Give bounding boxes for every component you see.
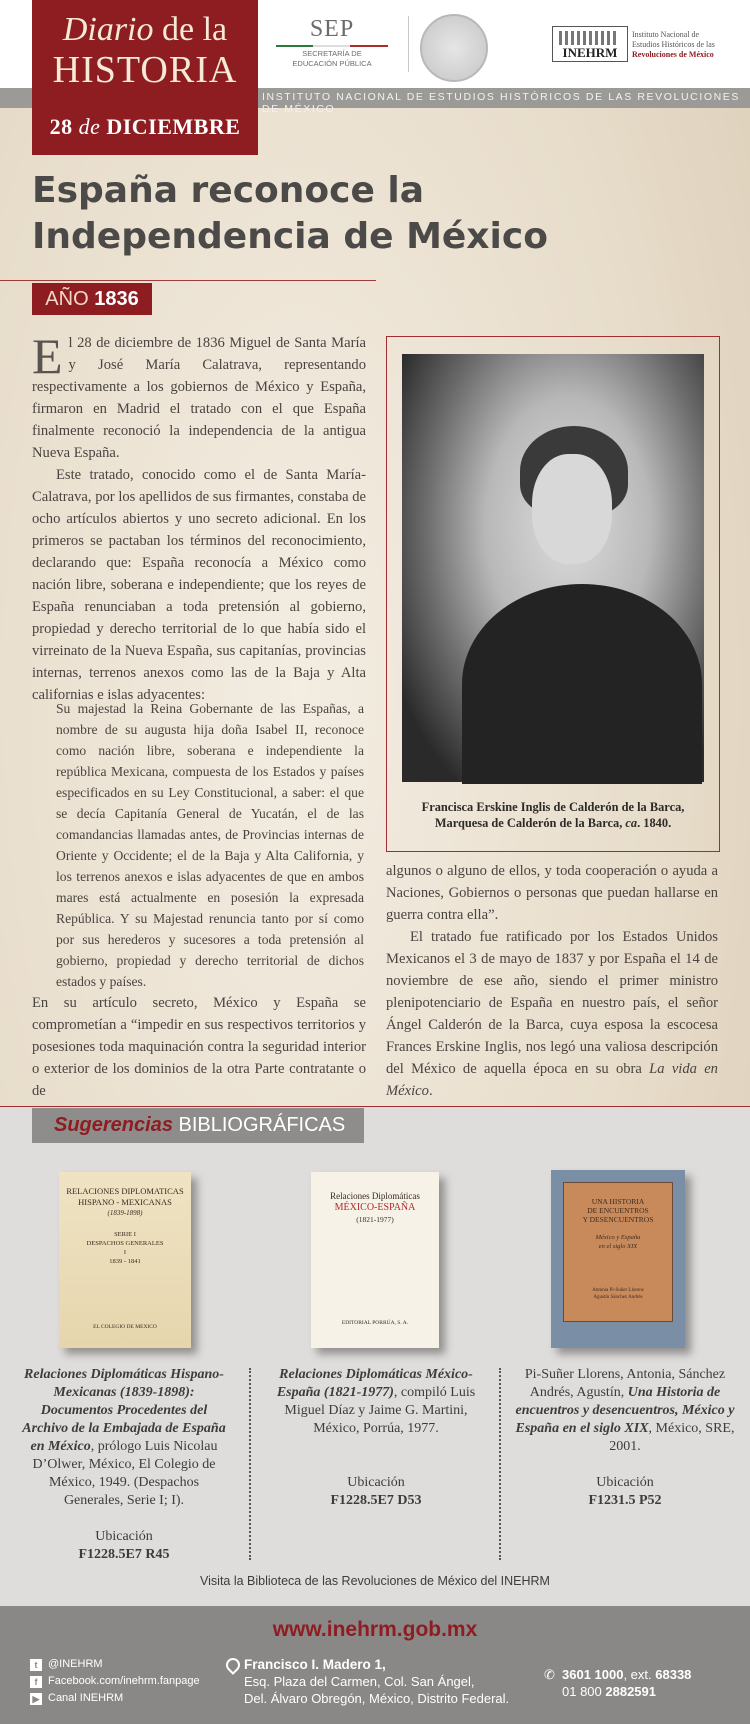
book1-cover-2: HISPANO - MEXICANAS [78,1197,172,1207]
year-badge [32,283,152,315]
book3-details: , México, SRE, 2001. [609,1421,735,1454]
book3-cover-1: UNA HISTORIA [591,1197,645,1206]
address [244,1656,509,1707]
book3-cover-3: Y DESENCUENTROS [582,1215,654,1224]
year-value: 1836 [94,288,139,310]
logo-divider [408,16,409,72]
youtube-channel: Canal INEHRM [48,1692,124,1704]
heading-bibliograficas: BIBLIOGRÁFICAS [172,1114,346,1136]
masthead-diario: Diario [62,11,154,48]
phone-ext-label: , ext. [623,1667,656,1682]
phone-2: 2882591 [605,1684,656,1699]
caption-2c: . 1840. [637,816,672,830]
footer [0,1606,750,1724]
inehrm-text-2: Estudios Históricos de las [632,40,715,49]
twitter-link[interactable] [30,1656,200,1673]
portrait-caption [402,799,704,831]
inehrm-logo [552,26,715,62]
treaty-quote: Su majestad la Reina Gobernante de las Españas, a nombre de su augusta hija doña Isabel II, reconoce como nación libre, soberana e independiente la república Mexicana, compuesta de los Estados y países especificados en su Ley Constitucional, a saber: el que se decía Capitanía General de Yucatán, el de las comandancias llamadas antes, de Provincias internas de Oriente y Occidente; el de la Baja y Alta California, y los terrenos anexos e islas adyacentes de que en ambos mares está actualmente en posesión la expresada República. Y su Majestad renuncia tanto por sí como por sus herederos y sucesores a toda pretensión al gobierno, propiedad y derecho territorial de dichos estados y países. [56,701,364,989]
book2-location-label: Ubicación [347,1475,405,1490]
phone-ext: 68338 [655,1667,692,1682]
inehrm-logo-text [632,30,742,60]
address-line-3: Del. Álvaro Obregón, México, Distrito Federal. [244,1691,510,1706]
caption-line-1: Francisca Erskine Inglis de Calderón de la Barca, [421,800,685,814]
sep-color-line [276,45,388,47]
inehrm-logo-mark: INEHRM [552,26,628,62]
book2-cover-4: EDITORIAL PORRÚA, S. A. [341,1320,409,1326]
book1-cover-3: (1839-1898) [107,1209,143,1217]
book-cover-3 [551,1170,685,1348]
book3-cover-panel [563,1182,673,1322]
portrait-frame [386,336,720,852]
book2-details: , compiló Luis Miguel Díaz y Jaime G. Martini, México, Porrúa, 1977. [284,1385,476,1436]
book2-cover-1: Relaciones Diplomáticas [330,1191,420,1201]
facebook-icon: f [30,1676,42,1688]
right-column [386,860,718,1102]
book3-location-code: F1231.5 P52 [588,1493,662,1508]
youtube-link[interactable] [30,1690,200,1707]
phone-numbers [544,1666,692,1700]
social-links [30,1656,200,1707]
paragraph-3: En su artículo secreto, México y España se comprometían a “impedir en sus respectivos territorios y posesiones toda maquinación contra la seguridad interior o exterior de los dominios de la otra Parte contratante o de [32,995,366,1099]
book1-reference [20,1366,228,1510]
sep-title: SEP [309,16,355,42]
book1-cover-title [59,1186,191,1219]
article-title: España reconoce la Independencia de México [32,170,548,257]
national-seal-icon [420,14,488,82]
left-column [32,328,366,706]
book3-location [512,1474,738,1510]
book-cover-2 [311,1172,439,1348]
website-link[interactable]: www.inehrm.gob.mx [272,1618,478,1641]
inehrm-text-1: Instituto Nacional de [632,30,700,39]
paragraph-1-text: l 28 de diciembre de 1836 Miguel de Santa María y José María Calatrava, representando respectivamente a los gobiernos de México y España, firmaron en Madrid el tratado con el que España finalmente reconoció la independencia de la antigua Nueva España. [32,335,366,461]
sep-subtitle-1: SECRETARÍA DE [302,49,362,58]
book3-reference [512,1366,738,1456]
book2-location-code: F1228.5E7 D53 [330,1493,422,1508]
paragraph-5 [386,926,718,1102]
book1-cover-1: RELACIONES DIPLOMATICAS [66,1186,184,1196]
portrait-face [532,454,612,564]
divider-dotted-2 [499,1368,501,1560]
masthead [32,0,258,155]
book-cover-1 [59,1172,191,1348]
facebook-url: Facebook.com/inehrm.fanpage [48,1675,200,1687]
title-rule [0,280,376,281]
book3-cover-authors [564,1287,672,1301]
address-line-1: Francisco I. Madero 1, [244,1657,386,1672]
masthead-date [32,114,258,140]
book2-cover-3: (1821-1977) [356,1215,394,1224]
book1-cover-5: DESPACHOS GENERALES [86,1240,164,1247]
masthead-line1 [32,12,258,48]
phone-2-prefix: 01 800 [562,1684,606,1699]
book3-cover-title [564,1197,672,1224]
book1-cover-8: EL COLEGIO DE MEXICO [93,1324,157,1330]
dropcap: E [32,328,63,384]
book3-cover-4: México y España [595,1234,641,1241]
facebook-link[interactable] [30,1673,200,1690]
twitter-icon: t [30,1659,42,1671]
book2-title: Relaciones Diplomáticas México-España (1821-1977) [276,1367,473,1400]
book1-cover-series [59,1230,191,1266]
book1-title: Relaciones Diplomáticas Hispano-Mexicanas (1839-1898): Documentos Procedentes del Archivo de la Embajada de España en México [22,1367,226,1454]
paragraph-2: Este tratado, conocido como el de Santa María-Calatrava, por los apellidos de sus firmantes, constaba de ocho artículos abiertos y uno secreto adicional. En los primeros se pactaban los términos del reconocimiento, declarando que: España reconocía a México como nación libre, soberana e independiente; que los reyes de España renunciaban a toda pretensión al gobierno, propiedad y derecho territorial de lo que había sido el virreinato de la Nueva España, sus capitanías, provincias internas, terrenos anexos como las de la Baja y Alta californias e islas adyacentes: [32,467,366,703]
youtube-icon: ▶ [30,1693,42,1705]
paragraph-5-book: La vida en México [386,1061,718,1099]
portrait-photo [402,354,704,782]
paragraph-5-end: . [428,1083,433,1099]
book3-authors: Pi-Suñer Llorens, Antonia, Sánchez Andrés, Agustín, [524,1367,726,1400]
inehrm-text-3: Revoluciones de México [632,50,714,59]
book1-cover-4: SERIE I [114,1231,136,1238]
phone-line-1 [562,1666,691,1683]
date-month: DICIEMBRE [106,114,241,139]
heading-sugerencias: Sugerencias [54,1114,173,1136]
book3-cover-5: en el siglo XIX [598,1243,638,1250]
book2-cover-title [311,1190,439,1226]
date-de: de [72,114,107,139]
book3-title: Una Historia de encuentros y desencuentros, México y España en el siglo XIX [515,1385,735,1436]
date-day: 28 [49,114,73,139]
year-label: AÑO [45,288,95,310]
institute-strip-text: INSTITUTO NACIONAL DE ESTUDIOS HISTÓRICOS DE LAS REVOLUCIONES DE MÉXICO [262,91,740,115]
book3-cover-subtitle [564,1233,672,1251]
location-pin-icon [223,1655,243,1675]
paragraph-4: algunos o alguno de ellos, y toda cooperación o ayuda a Naciones, Gobiernos o personas que puedan hallarse en guerra contra ella”. [386,863,718,923]
book2-reference [264,1366,488,1438]
library-visit-text: Visita la Biblioteca de las Revoluciones de México del INEHRM [200,1574,550,1588]
portrait-body [462,584,702,784]
book3-cover-7: Agustín Sánchez Andrés [593,1295,643,1300]
book1-location-code: F1228.5E7 R45 [78,1547,170,1562]
book1-location [20,1528,228,1564]
sep-subtitle-2: EDUCACIÓN PÚBLICA [292,59,372,68]
address-line-2: Esq. Plaza del Carmen, Col. San Ángel, [244,1674,475,1689]
divider-dotted-1 [249,1368,251,1560]
book1-details: , prólogo Luis Nicolau D’Olwer, México, El Colegio de México, 1949. (Despachos Generales, Serie I; I). [32,1439,218,1508]
caption-line-2 [402,815,704,831]
book1-location-label: Ubicación [95,1529,153,1544]
book3-cover-2: DE ENCUENTROS [587,1206,649,1215]
book3-location-label: Ubicación [596,1475,654,1490]
phone-line-2 [562,1683,691,1700]
caption-2a: Marquesa de Calderón de la Barca, [434,816,626,830]
book1-cover-6: I [123,1249,127,1256]
book2-location [264,1474,488,1510]
paragraph-5-text: El tratado fue ratificado por los Estados Unidos Mexicanos el 3 de mayo de 1837 y por España el 14 de noviembre de ese año, siendo el primer ministro plenipotenciario de España en nuestro país, el señor Ángel Calderón de la Barca, cuya esposa la escocesa Frances Erskine Inglis, nos legó una valiosa descripción del México de aquella época en su obra [386,929,718,1077]
masthead-dela: de la [153,11,228,48]
book3-cover-6: Antonia Pi-Suñer Llorens [592,1288,644,1293]
twitter-handle: @INEHRM [48,1658,103,1670]
phone-icon: ✆ [544,1667,555,1682]
caption-2b: ca [625,816,638,830]
phone-1: 3601 1000 [562,1667,624,1682]
book2-cover-2: MÉXICO-ESPAÑA [334,1202,416,1213]
bibliography-heading [32,1108,364,1143]
book1-cover-7: 1839 - 1841 [109,1258,141,1265]
masthead-historia: HISTORIA [52,49,238,91]
paragraph-1 [32,328,366,464]
sep-logo [272,16,392,69]
